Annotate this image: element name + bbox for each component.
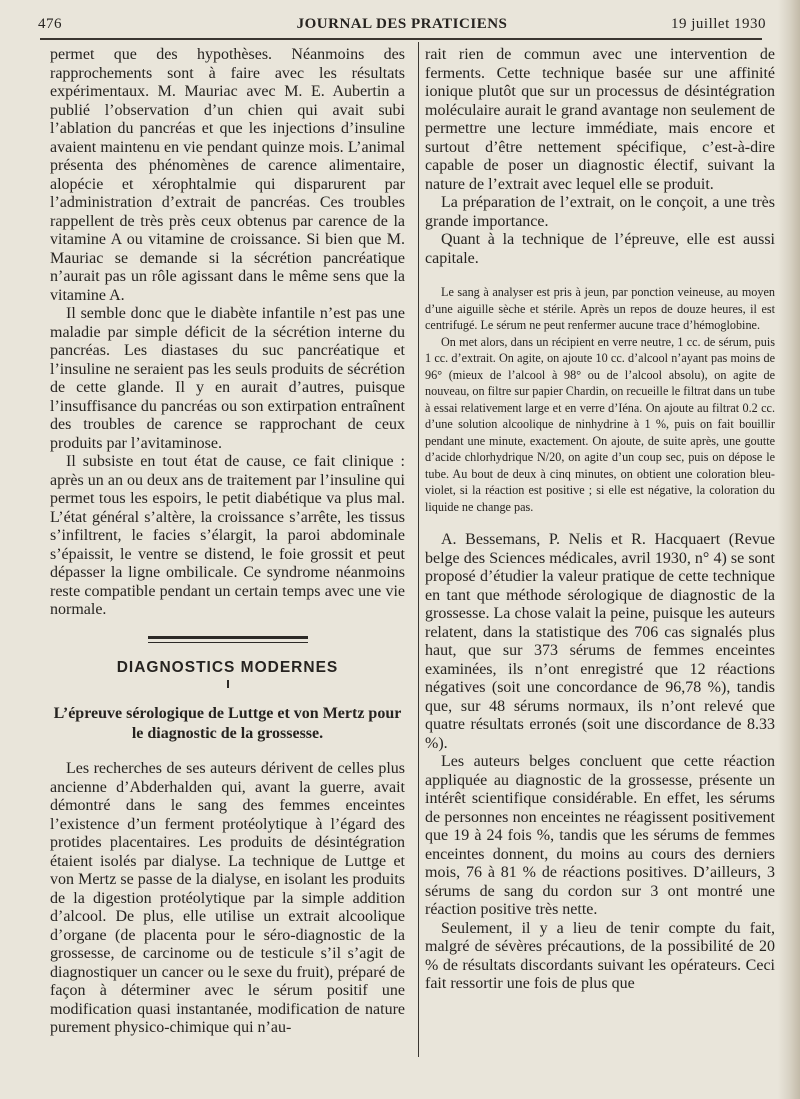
body-paragraph: Les recherches de ses auteurs dérivent de celles plus ancienne d’Abderhalden qui, avant la guerre, avait démontré dans le sang des femmes enceintes l’existence d’un ferment protéolytique à l’égard des protides placentaires. Les produits de désintégration étaient isolés par dialyse. La technique de Luttge et von Mertz se passe de la dialyse, en isolant les produits de la digestion protéolytique par la simple addition d’alcool. De plus, elle utilise un extrait alcoolique d’organe (de placenta pour le séro-diagnostic de la grossesse, de carcinome ou de testicule s’il s’agit de diagnostiquer un cancer ou le sexe du fruit), préparé de façon à déterminer avec le sérum positif une modification quasi instantanée, modification de nature purement physico-chimique qui n’au- bbox=[50, 760, 405, 1036]
left-column bbox=[50, 46, 405, 1038]
issue-date: 19 juillet 1930 bbox=[671, 16, 766, 32]
body-paragraph: Quant à la technique de l’épreuve, elle est aussi capitale. bbox=[425, 231, 775, 267]
section-ornament bbox=[227, 680, 229, 688]
journal-title: JOURNAL DES PRATICIENS bbox=[296, 16, 508, 32]
body-paragraph: La préparation de l’extrait, on le conçoit, a une très grande importance. bbox=[425, 194, 775, 230]
right-column bbox=[425, 46, 775, 994]
section-title: DIAGNOSTICS MODERNES bbox=[116, 658, 339, 676]
page-edge-shadow bbox=[778, 0, 800, 1099]
page-header bbox=[38, 16, 766, 38]
body-paragraph: Il semble donc que le diabète infantile n’est pas une maladie par simple déficit de la sécrétion interne du pancréas. Les diastases du suc pancréatique et l’insuline ne seraient pas les seuls produits de sécrétion de cette glande. Il y en aurait d’autres, puisque l’insuffisance du pancréas ou son extirpation entraînent des troubles de carence se rapprochant de ceux produits par l’avitaminose. bbox=[50, 305, 405, 452]
body-paragraph: Il subsiste en tout état de cause, ce fait clinique : après un an ou deux ans de traitement par l’insuline qui permet tous les espoirs, le petit diabétique va plus mal. L’état général s’altère, la croissance s’arrête, les tissus s’infiltrent, le facies s’élargit, la paroi abdominale s’épaissit, le ventre se distend, le foie grossit et peut dépasser la ligne ombilicale. Ce syndrome néanmoins reste compatible pendant un certain temps avec une vie normale. bbox=[50, 453, 405, 618]
body-paragraph: permet que des hypothèses. Néanmoins des rapprochements sont à faire avec les résultats expérimentaux. M. Mauriac avec M. E. Aubertin a publié l’observation d’un chien qui avait subi l’ablation du pancréas et que les injections d’insuline avaient maintenu en vie pendant quinze mois. L’animal présenta des phénomènes de carence alimentaire, alopécie et xérophtalmie qui disparurent par l’administration d’extrait de pancréas. Ces troubles rappellent de très près ceux obtenus par carence de la vitamine A ou vitamine de croissance. Si bien que M. Mauriac se demande si la sécrétion pancréatique n’aurait pas un rôle agissant dans le même sens que la vitamine A. bbox=[50, 46, 405, 304]
header-rule bbox=[40, 38, 762, 40]
technique-note: On met alors, dans un récipient en verre neutre, 1 cc. de sérum, puis 1 cc. d’extrait. On agite, on ajoute 10 cc. d’alcool n’ayant pas moins de 96° (mieux de l’alcool à 98° ou de l’alcool absolu), on agite de nouveau, on filtre sur papier Chardin, on recueille le filtrat dans un tube à essai relativement large et en verre d’Iéna. On ajoute au filtrat 0.2 cc. d’une solution alcoolique de ninhydrine à 1 %, puis on fait bouillir pendant une minute, exactement. On ajoute, de suite après, une goutte d’acide chlorhydrique N/20, on agite d’un coup sec, puis on dépose le tube. Au bout de deux à cinq minutes, on obtient une coloration bleu-violet, si la réaction est positive ; si elle est négative, la coloration du liquide ne change pas. bbox=[425, 334, 775, 514]
article-title: L’épreuve sérologique de Luttge et von Mertz pour le diagnostic de la grossesse. bbox=[53, 705, 402, 742]
body-paragraph: Seulement, il y a lieu de tenir compte du fait, malgré de sévères précautions, de la possibilité de 20 % de résultats discordants suivant les opérateurs. Ceci fait ressortir une fois de plus que bbox=[425, 919, 775, 992]
page-number: 476 bbox=[38, 16, 62, 32]
body-paragraph: A. Bessemans, P. Nelis et R. Hacquaert (Revue belge des Sciences médicales, avril 1930, n° 4) se sont proposé d’étudier la valeur pratique de cette technique en tant que méthode sérologique de diagnostic de la grossesse. La chose valait la peine, puisque les auteurs relatent, dans la statistique des 706 cas signalés plus haut, que sur 373 sérums de femmes enceintes examinées, ils n’ont enregistré que 12 réactions négatives (soit une concordance de 96,78 %), tandis que, sur 48 sérums normaux, ils n’ont relevé que quatre résultats erronés (soit une discordance de 8.33 %). bbox=[425, 531, 775, 752]
column-divider bbox=[418, 42, 419, 1057]
body-paragraph: rait rien de commun avec une intervention de ferments. Cette technique basée sur une affinité ionique plutôt que sur un processus de désintégration moléculaire aurait le grand avantage non seulement de permettre une lecture immédiate, mais encore et surtout d’être nettement spécifique, c’est-à-dire capable de poser un diagnostic électif, suivant la nature de l’extrait avec lequel elle se produit. bbox=[425, 46, 775, 193]
technique-note: Le sang à analyser est pris à jeun, par ponction veineuse, au moyen d’une aiguille sèche et stérile. Après un repos de douze heures, il est centrifugé. Le sérum ne peut renfermer aucune trace d’hémoglobine. bbox=[425, 285, 775, 332]
body-paragraph: Les auteurs belges concluent que cette réaction appliquée au diagnostic de la grossesse, présente un intérêt scientifique considérable. En effet, les sérums de personnes non enceintes ne réagissent positivement que 19 à 24 fois %, tandis que les sérums de femmes enceintes donnent, du moins au cours des derniers mois, 76 à 81 % de réactions positives. D’ailleurs, 3 sérums de sang du cordon sur 3 ont montré une réaction positive très nette. bbox=[425, 753, 775, 918]
section-separator bbox=[148, 636, 308, 643]
